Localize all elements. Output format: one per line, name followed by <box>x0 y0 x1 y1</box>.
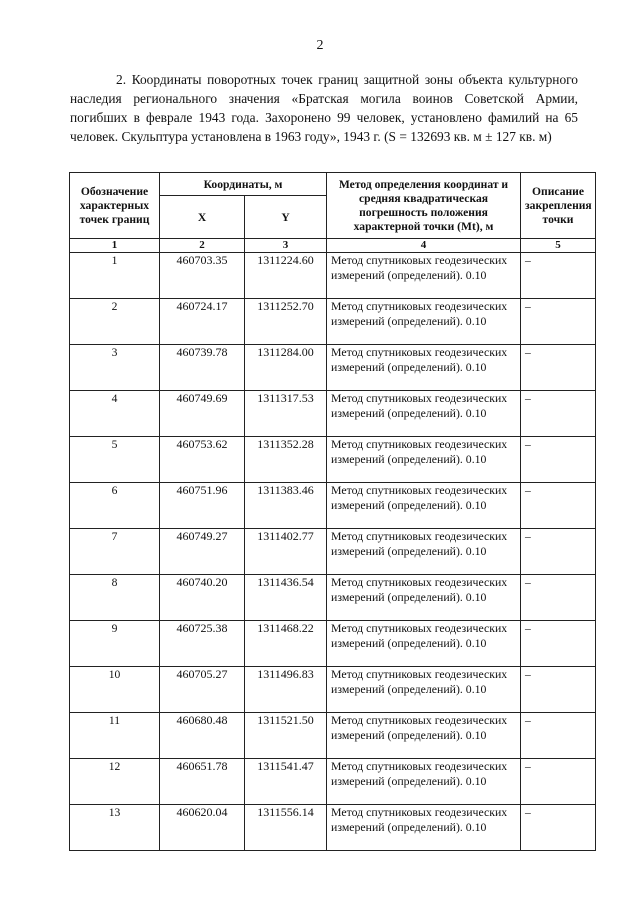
point-cell: 13 <box>70 805 160 851</box>
table-row <box>70 713 596 759</box>
y-cell: 1311402.77 <box>245 529 327 575</box>
point-cell: 4 <box>70 391 160 437</box>
table-row <box>70 575 596 621</box>
column-number: 5 <box>521 239 596 253</box>
point-cell: 1 <box>70 253 160 299</box>
table-row <box>70 483 596 529</box>
section-paragraph: 2. Координаты поворотных точек границ защитной зоны объекта культурного наследия регионального значения «Братская могила воинов Советской Армии, погибших в феврале 1943 года. Захоронено 99 человек, установлено фамилий на 65 человек. Скульптура установлена в 1963 году», 1943 г. (S = 132693 кв. м ± 127 кв. м) <box>70 72 578 144</box>
method-cell: Метод спутниковых геодезических измерений (определений). 0.10 <box>327 667 521 713</box>
header-description: Описание закрепления точки <box>521 173 596 239</box>
table-row <box>70 345 596 391</box>
point-cell: 6 <box>70 483 160 529</box>
table-row <box>70 621 596 667</box>
table-row <box>70 667 596 713</box>
description-cell: – <box>521 391 596 437</box>
y-cell: 1311541.47 <box>245 759 327 805</box>
column-number: 3 <box>245 239 327 253</box>
x-cell: 460703.35 <box>160 253 245 299</box>
table-row <box>70 437 596 483</box>
x-cell: 460753.62 <box>160 437 245 483</box>
point-cell: 3 <box>70 345 160 391</box>
point-cell: 2 <box>70 299 160 345</box>
method-cell: Метод спутниковых геодезических измерений (определений). 0.10 <box>327 575 521 621</box>
method-cell: Метод спутниковых геодезических измерений (определений). 0.10 <box>327 621 521 667</box>
header-designation: Обозначение характерных точек границ <box>70 173 160 239</box>
table-row <box>70 805 596 851</box>
description-cell: – <box>521 805 596 851</box>
description-cell: – <box>521 575 596 621</box>
column-number: 1 <box>70 239 160 253</box>
description-cell: – <box>521 253 596 299</box>
x-cell: 460651.78 <box>160 759 245 805</box>
method-cell: Метод спутниковых геодезических измерений (определений). 0.10 <box>327 345 521 391</box>
description-cell: – <box>521 621 596 667</box>
point-cell: 7 <box>70 529 160 575</box>
y-cell: 1311496.83 <box>245 667 327 713</box>
coordinates-table <box>69 172 596 851</box>
point-cell: 8 <box>70 575 160 621</box>
point-cell: 11 <box>70 713 160 759</box>
y-cell: 1311317.53 <box>245 391 327 437</box>
y-cell: 1311383.46 <box>245 483 327 529</box>
y-cell: 1311252.70 <box>245 299 327 345</box>
method-cell: Метод спутниковых геодезических измерений (определений). 0.10 <box>327 299 521 345</box>
method-cell: Метод спутниковых геодезических измерений (определений). 0.10 <box>327 253 521 299</box>
x-cell: 460749.69 <box>160 391 245 437</box>
method-cell: Метод спутниковых геодезических измерений (определений). 0.10 <box>327 529 521 575</box>
x-cell: 460749.27 <box>160 529 245 575</box>
x-cell: 460740.20 <box>160 575 245 621</box>
x-cell: 460725.38 <box>160 621 245 667</box>
point-cell: 9 <box>70 621 160 667</box>
description-cell: – <box>521 483 596 529</box>
description-cell: – <box>521 759 596 805</box>
point-cell: 12 <box>70 759 160 805</box>
x-cell: 460705.27 <box>160 667 245 713</box>
y-cell: 1311436.54 <box>245 575 327 621</box>
header-y: Y <box>245 196 327 239</box>
header-method: Метод определения координат и средняя квадратическая погрешность положения характерной точки (Мt), м <box>327 173 521 239</box>
x-cell: 460680.48 <box>160 713 245 759</box>
page-number: 2 <box>316 38 324 53</box>
x-cell: 460724.17 <box>160 299 245 345</box>
y-cell: 1311224.60 <box>245 253 327 299</box>
method-cell: Метод спутниковых геодезических измерений (определений). 0.10 <box>327 483 521 529</box>
x-cell: 460751.96 <box>160 483 245 529</box>
table-row <box>70 391 596 437</box>
column-number: 4 <box>327 239 521 253</box>
x-cell: 460739.78 <box>160 345 245 391</box>
y-cell: 1311284.00 <box>245 345 327 391</box>
description-cell: – <box>521 437 596 483</box>
method-cell: Метод спутниковых геодезических измерений (определений). 0.10 <box>327 713 521 759</box>
description-cell: – <box>521 345 596 391</box>
description-cell: – <box>521 713 596 759</box>
description-cell: – <box>521 667 596 713</box>
header-x: X <box>160 196 245 239</box>
method-cell: Метод спутниковых геодезических измерений (определений). 0.10 <box>327 805 521 851</box>
column-number: 2 <box>160 239 245 253</box>
y-cell: 1311521.50 <box>245 713 327 759</box>
point-cell: 5 <box>70 437 160 483</box>
table-row <box>70 299 596 345</box>
description-cell: – <box>521 299 596 345</box>
point-cell: 10 <box>70 667 160 713</box>
table-row <box>70 759 596 805</box>
method-cell: Метод спутниковых геодезических измерений (определений). 0.10 <box>327 437 521 483</box>
x-cell: 460620.04 <box>160 805 245 851</box>
header-coordinates: Координаты, м <box>160 173 327 196</box>
method-cell: Метод спутниковых геодезических измерений (определений). 0.10 <box>327 391 521 437</box>
method-cell: Метод спутниковых геодезических измерений (определений). 0.10 <box>327 759 521 805</box>
description-cell: – <box>521 529 596 575</box>
y-cell: 1311556.14 <box>245 805 327 851</box>
table-row <box>70 529 596 575</box>
y-cell: 1311352.28 <box>245 437 327 483</box>
table-row <box>70 253 596 299</box>
y-cell: 1311468.22 <box>245 621 327 667</box>
